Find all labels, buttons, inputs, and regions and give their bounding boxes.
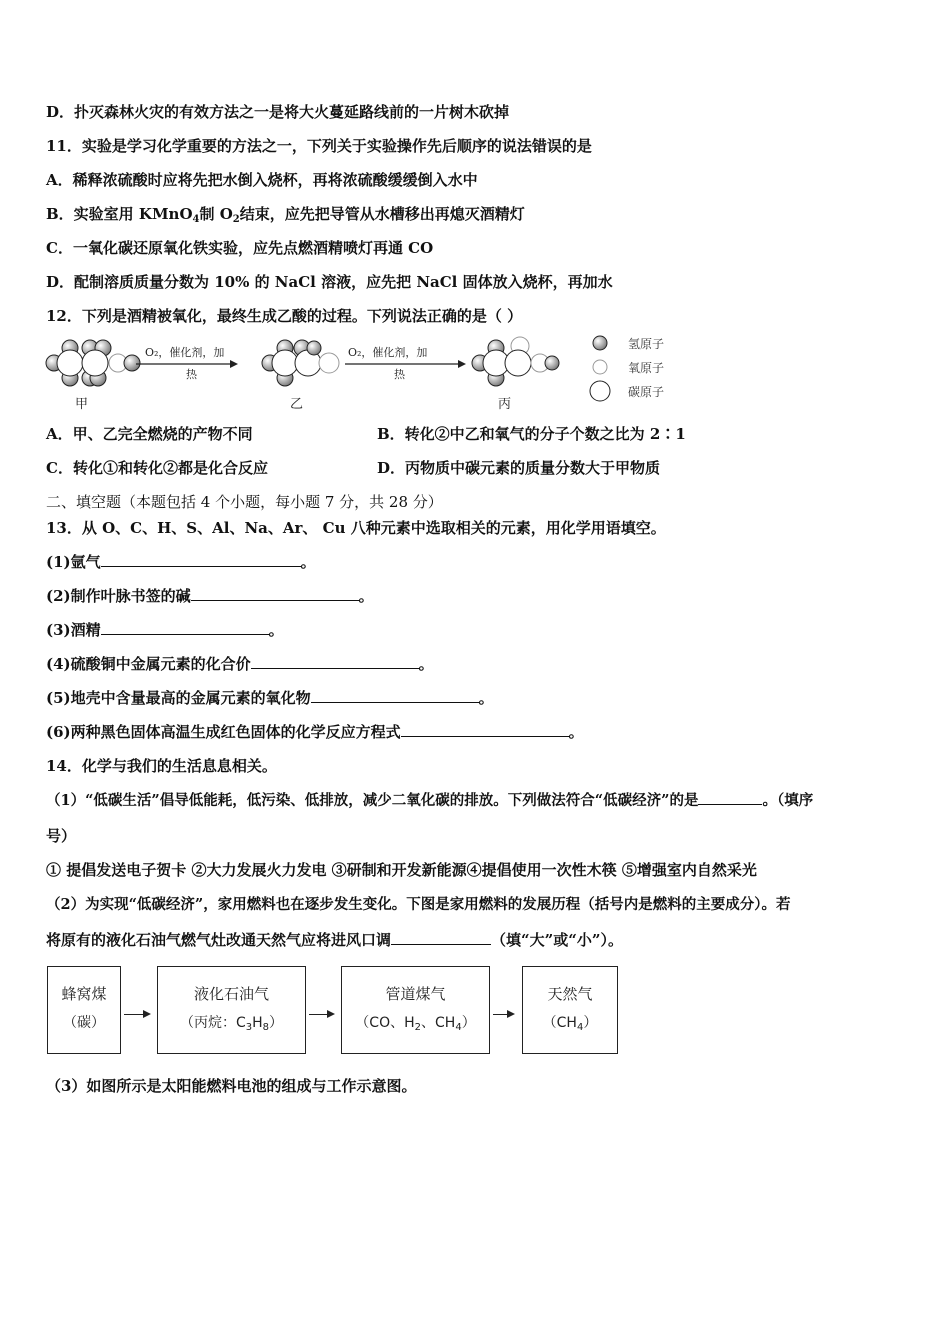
- answer-blank[interactable]: [311, 688, 479, 703]
- q13-part-1: (1)氩气 。: [46, 553, 316, 571]
- fuel-box-natural-gas: 天然气 $(CH_4)$: [522, 966, 618, 1054]
- molecule-diagram: [40, 332, 700, 416]
- answer-blank[interactable]: [101, 552, 301, 567]
- q14-part-1-cont: 号）: [46, 827, 77, 845]
- q12-option-d: D．丙物质中碳元素的质量分数大于甲物质: [377, 459, 661, 477]
- answer-blank[interactable]: [391, 930, 491, 945]
- q12-option-b: B．转化②中乙和氧气的分子个数之比为 2∶1: [377, 425, 686, 443]
- molecule-bing-label: 丙: [498, 397, 512, 412]
- answer-blank[interactable]: [401, 722, 569, 737]
- molecule-bing-icon: [472, 337, 559, 386]
- q13-stem: 13．从 O、C、H、S、Al、Na、Ar、 Cu 八种元素中选取相关的元素，用化学用语填空。: [46, 519, 666, 537]
- molecule-jia-icon: [46, 340, 140, 386]
- molecule-yi-label: 乙: [290, 397, 304, 412]
- svg-text:O₂，催化剂，加: O₂，催化剂，加: [348, 346, 428, 359]
- q11-option-d: D．配制溶质质量分数为 10% 的 NaCl 溶液，应先把 NaCl 固体放入烧杯，再加水: [46, 273, 613, 291]
- q12-option-c: C．转化①和转化②都是化合反应: [46, 459, 268, 477]
- q11-option-a: A．稀释浓硫酸时应将先把水倒入烧杯，再将浓硫酸缓缓倒入水中: [46, 171, 478, 189]
- atom-legend: [590, 336, 610, 401]
- q13-part-5: (5)地壳中含量最高的金属元素的氧化物 。: [46, 689, 494, 707]
- q14-part-3: （3）如图所示是太阳能燃料电池的组成与工作示意图。: [46, 1077, 417, 1095]
- legend-oxygen: 氧原子: [628, 361, 665, 375]
- molecule-jia-label: 甲: [75, 397, 89, 412]
- q14-part-2: （2）为实现“低碳经济”，家用燃料也在逐步发生变化。下图是家用燃料的发展历程（括号内是燃料的主要成分）。若: [46, 896, 791, 913]
- svg-text:热: 热: [394, 368, 405, 381]
- arrow-icon: [493, 1014, 513, 1015]
- q14-stem: 14．化学与我们的生活息息相关。: [46, 757, 277, 775]
- answer-blank[interactable]: [191, 586, 359, 601]
- q13-part-2: (2)制作叶脉书签的碱 。: [46, 587, 374, 605]
- q13-part-3: (3)酒精 。: [46, 621, 284, 639]
- arrow-icon: [124, 1014, 149, 1015]
- q12-stem: 12．下列是酒精被氧化，最终生成乙酸的过程。下列说法正确的是（ ）: [46, 307, 523, 325]
- svg-text:热: 热: [186, 368, 197, 381]
- molecule-yi-icon: [262, 340, 339, 386]
- q10-option-d: D．扑灭森林火灾的有效方法之一是将大火蔓延路线前的一片树木砍掉: [46, 103, 510, 121]
- section-title: 二、填空题（本题包括 4 个小题，每小题 7 分，共 28 分）: [46, 493, 443, 511]
- q12-option-a: A．甲、乙完全燃烧的产物不同: [46, 425, 253, 443]
- answer-blank[interactable]: [698, 790, 762, 805]
- q14-part-2-cont: 将原有的液化石油气燃气灶改通天然气应将进风口调 （填“大”或“小”）。: [46, 931, 624, 949]
- fuel-box-coal: 蜂窝煤 （碳）: [47, 966, 121, 1054]
- q11-option-c: C．一氧化碳还原氧化铁实验，应先点燃酒精喷灯再通 CO: [46, 239, 434, 257]
- q14-part-1: （1）“低碳生活”倡导低能耗，低污染、低排放，减少二氧化碳的排放。下列做法符合“低碳经济”的是 。（填序: [46, 792, 814, 809]
- q13-part-4: (4)硫酸铜中金属元素的化合价 。: [46, 655, 434, 673]
- q14-part-1-options: ① 提倡发送电子贺卡 ②大力发展火力发电 ③研制和开发新能源④提倡使用一次性木筷 ⑤增强室内自然采光: [46, 861, 757, 879]
- legend-carbon: 碳原子: [628, 385, 665, 399]
- fuel-box-lpg: 液化石油气 （丙烷：$C_3H_8$）: [157, 966, 306, 1054]
- answer-blank[interactable]: [101, 620, 269, 635]
- svg-text:O₂，催化剂，加: O₂，催化剂，加: [145, 346, 225, 359]
- q11-stem: 11．实验是学习化学重要的方法之一，下列关于实验操作先后顺序的说法错误的是: [46, 137, 592, 155]
- legend-hydrogen: 氢原子: [628, 337, 665, 351]
- fuel-box-pipeline-gas: 管道煤气 （CO、$H_2$、$CH_4$）: [341, 966, 490, 1054]
- arrow-icon: [309, 1014, 333, 1015]
- q13-part-6: (6)两种黑色固体高温生成红色固体的化学反应方程式 。: [46, 723, 584, 741]
- answer-blank[interactable]: [251, 654, 419, 669]
- q11-option-b: B．实验室用 KMnO$_4$制 $O_2$结束，应先把导管从水槽移出再熄灭酒精灯: [46, 205, 525, 225]
